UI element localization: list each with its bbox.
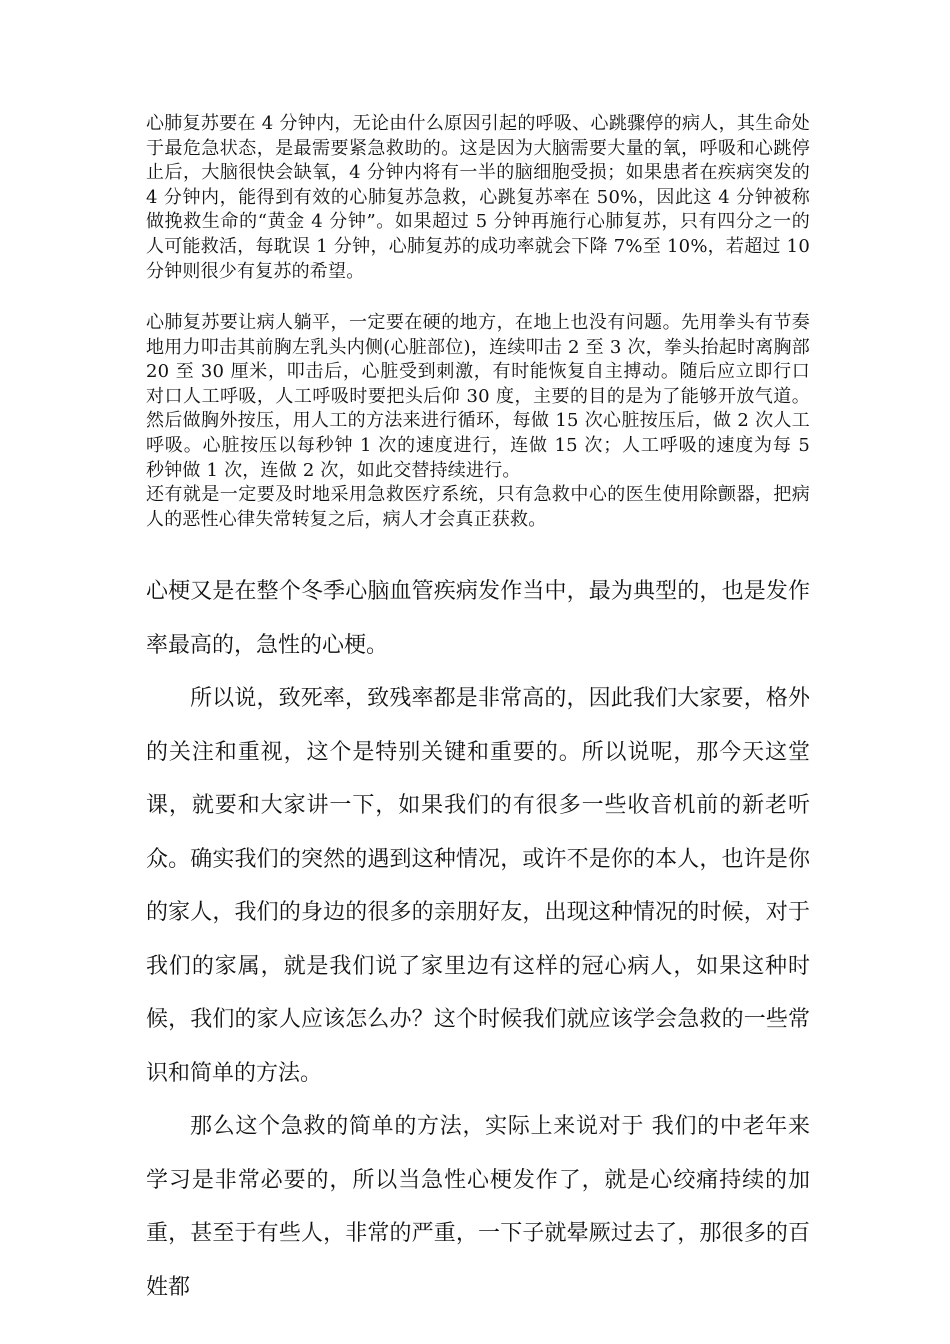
- cpr-procedure-paragraph: 心肺复苏要让病人躺平，一定要在硬的地方，在地上也没有问题。先用拳头有节奏地用力叩击其前胸左乳头内侧(心脏部位)，连续叩击 2 至 3 次，拳头抬起时离胸部 20 至 30 厘米，叩击后，心脏受到刺激，有时能恢复自主搏动。随后应立即行口对口人工呼吸，人工呼吸时要把头后仰 30 度，主要的目的是为了能够开放气道。然后做胸外按压，用人工的方法来进行循环，每做 15 次心脏按压后，做 2 次人工呼吸。心脏按压以每秒钟 1 次的速度进行，连做 15 次；人工呼吸的速度为每 5 秒钟做 1 次，连做 2 次，如此交替持续进行。: [146, 312, 810, 481]
- heart-attack-intro-paragraph: 心梗又是在整个冬季心脑血管疾病发作当中，最为典型的，也是发作率最高的，急性的心梗。: [146, 579, 810, 658]
- emergency-system-paragraph: 还有就是一定要及时地采用急救医疗系统，只有急救中心的医生使用除颤器，把病人的恶性心律失常转复之后，病人才会真正获救。: [146, 484, 810, 530]
- heart-attack-importance-paragraph: 所以说，致死率，致残率都是非常高的，因此我们大家要，格外的关注和重视，这个是特别关键和重要的。所以说呢，那今天这堂课，就要和大家讲一下，如果我们的有很多一些收音机前的新老听众。确实我们的突然的遇到这种情况，或许不是你的本人，也许是你的家人，我们的身边的很多的亲朋好友，出现这种情况的时候，对于我们的家属，就是我们说了家里边有这样的冠心病人，如果这种时候，我们的家人应该怎么办？这个时候我们就应该学会急救的一些常识和简单的方法。: [146, 686, 810, 1086]
- cpr-timing-paragraph: 心肺复苏要在 4 分钟内，无论由什么原因引起的呼吸、心跳骤停的病人，其生命处于最危急状态，是最需要紧急救助的。这是因为大脑需要大量的氧，呼吸和心跳停止后，大脑很快会缺氧，4 分钟内将有一半的脑细胞受损；如果患者在疾病突发的 4 分钟内，能得到有效的心肺复苏急救，心跳复苏率在 50%，因此这 4 分钟被称做挽救生命的“黄金 4 分钟”。如果超过 5 分钟再施行心肺复苏，只有四分之一的人可能救活，每耽误 1 分钟，心肺复苏的成功率就会下降 7%至 10%，若超过 10 分钟则很少有复苏的希望。: [146, 113, 810, 282]
- first-aid-method-paragraph: 那么这个急救的简单的方法，实际上来说对于 我们的中老年来学习是非常必要的，所以当急性心梗发作了，就是心绞痛持续的加重，甚至于有些人，非常的严重，一下子就晕厥过去了，那很多的百姓都: [146, 1114, 810, 1300]
- heart-attack-section: [146, 565, 810, 1314]
- cpr-timing-section: [146, 112, 810, 284]
- cpr-procedure-section: [146, 311, 810, 532]
